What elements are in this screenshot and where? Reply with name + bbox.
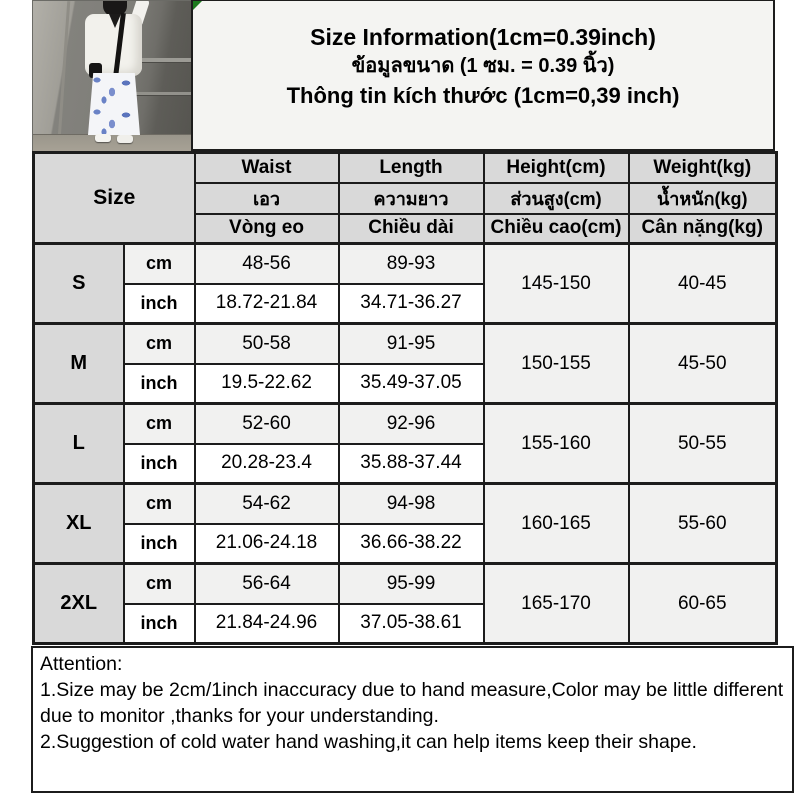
- attention-heading: Attention:: [40, 653, 123, 675]
- waist-inch-value: 20.28-23.4: [195, 444, 339, 484]
- weight-header-th: น้ำหนัก(kg): [629, 183, 777, 214]
- height-value: 155-160: [484, 404, 629, 484]
- size-cell: L: [34, 404, 124, 484]
- unit-cm-label: cm: [124, 484, 195, 524]
- length-header-vi: Chiều dài: [339, 214, 484, 244]
- title-vietnamese: Thông tin kích thước (1cm=0,39 inch): [286, 82, 680, 108]
- waist-header-th: เอว: [195, 183, 339, 214]
- photo-floor: [33, 134, 192, 152]
- waist-cm-value: 54-62: [195, 484, 339, 524]
- height-header-en: Height(cm): [484, 153, 629, 183]
- weight-value: 45-50: [629, 324, 777, 404]
- length-cm-value: 92-96: [339, 404, 484, 444]
- photo-pipe: [128, 92, 192, 95]
- photo-wall-edge: [56, 1, 70, 152]
- length-inch-value: 34.71-36.27: [339, 284, 484, 324]
- unit-inch-label: inch: [124, 364, 195, 404]
- waist-inch-value: 21.06-24.18: [195, 524, 339, 564]
- height-header-th: ส่วนสูง(cm): [484, 183, 629, 214]
- weight-header-en: Weight(kg): [629, 153, 777, 183]
- attention-box: [31, 646, 794, 793]
- weight-value: 50-55: [629, 404, 777, 484]
- length-cm-value: 94-98: [339, 484, 484, 524]
- size-cell: 2XL: [34, 564, 124, 644]
- waist-cm-value: 56-64: [195, 564, 339, 604]
- weight-header-vi: Cân nặng(kg): [629, 214, 777, 244]
- waist-inch-value: 21.84-24.96: [195, 604, 339, 644]
- size-cell: S: [34, 244, 124, 324]
- waist-cm-value: 52-60: [195, 404, 339, 444]
- waist-cm-value: 48-56: [195, 244, 339, 284]
- length-inch-value: 35.49-37.05: [339, 364, 484, 404]
- height-value: 150-155: [484, 324, 629, 404]
- photo-model-shoe: [117, 135, 133, 143]
- attention-note-1: 1.Size may be 2cm/1inch inaccuracy due to hand measure,Color may be little different due to monitor ,thanks for your understanding.: [40, 679, 784, 727]
- height-value: 160-165: [484, 484, 629, 564]
- title-english: Size Information(1cm=0.39inch): [310, 23, 656, 50]
- size-header: Size: [34, 153, 195, 244]
- waist-inch-value: 18.72-21.84: [195, 284, 339, 324]
- size-cell: XL: [34, 484, 124, 564]
- height-value: 165-170: [484, 564, 629, 644]
- photo-model-pants: [88, 73, 140, 135]
- unit-cm-label: cm: [124, 404, 195, 444]
- unit-cm-label: cm: [124, 564, 195, 604]
- weight-value: 60-65: [629, 564, 777, 644]
- length-inch-value: 35.88-37.44: [339, 444, 484, 484]
- weight-value: 40-45: [629, 244, 777, 324]
- unit-inch-label: inch: [124, 444, 195, 484]
- length-header-th: ความยาว: [339, 183, 484, 214]
- photo-model-shoe: [95, 134, 111, 142]
- length-cm-value: 89-93: [339, 244, 484, 284]
- weight-value: 55-60: [629, 484, 777, 564]
- length-header-en: Length: [339, 153, 484, 183]
- product-photo: [32, 0, 193, 153]
- waist-header-en: Waist: [195, 153, 339, 183]
- height-header-vi: Chiều cao(cm): [484, 214, 629, 244]
- length-inch-value: 36.66-38.22: [339, 524, 484, 564]
- waist-cm-value: 50-58: [195, 324, 339, 364]
- unit-cm-label: cm: [124, 244, 195, 284]
- size-table: [32, 151, 778, 645]
- height-value: 145-150: [484, 244, 629, 324]
- title-thai: ข้อมูลขนาด (1 ซม. = 0.39 นิ้ว): [351, 54, 615, 77]
- attention-note-2: 2.Suggestion of cold water hand washing,it can help items keep their shape.: [40, 731, 697, 753]
- length-inch-value: 37.05-38.61: [339, 604, 484, 644]
- waist-inch-value: 19.5-22.62: [195, 364, 339, 404]
- unit-cm-label: cm: [124, 324, 195, 364]
- waist-header-vi: Vòng eo: [195, 214, 339, 244]
- size-cell: M: [34, 324, 124, 404]
- unit-inch-label: inch: [124, 284, 195, 324]
- unit-inch-label: inch: [124, 524, 195, 564]
- length-cm-value: 91-95: [339, 324, 484, 364]
- length-cm-value: 95-99: [339, 564, 484, 604]
- unit-inch-label: inch: [124, 604, 195, 644]
- cell-comment-marker-icon: [193, 1, 202, 10]
- title-cell: [191, 0, 775, 151]
